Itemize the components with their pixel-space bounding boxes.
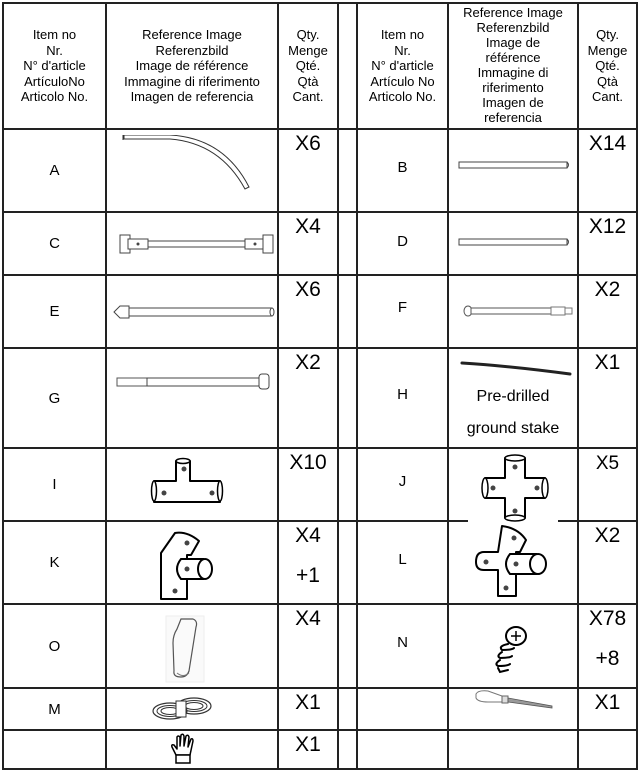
screwdriver-icon [474,688,556,712]
curved-pole-icon [120,135,255,195]
item-id: J [398,472,407,490]
item-id: H [397,385,408,403]
item-qty: X1 [295,733,321,756]
header-text: Menge [587,42,628,58]
item-id: D [397,232,408,250]
header-text: Artículo No [370,73,435,89]
ground-stake-caption: Pre-drilled [476,388,550,405]
item-qty: X2 [594,524,621,547]
cross-connector-icon [481,454,553,524]
item-id: K [49,554,60,571]
header-text: Qté. [595,58,620,74]
rope-coil-icon [150,695,214,723]
header-text: Referenzbild [155,42,229,58]
item-qty: X1 [594,351,621,374]
item-qty: X12 [588,215,627,238]
item-id: G [48,389,61,407]
header-text: Referenzbild [476,20,550,35]
double-angled-connector-icon [474,524,554,598]
header-qty-right [579,4,636,128]
item-qty: X4 [295,607,321,630]
screw-icon [494,624,530,674]
header-text: Image de référence [135,58,249,74]
header-item-no-right [358,4,447,128]
header-text: Qty. [596,27,619,43]
header-reference-image-right [449,2,577,128]
item-qty-extra: +8 [595,647,620,670]
header-text: Nr. [394,42,411,58]
pointed-stake-pole-icon [112,304,276,320]
header-reference-image [107,4,277,128]
header-qty [279,4,337,128]
header-text: Item no [380,27,425,43]
item-id: I [52,476,57,493]
straight-pole-icon [458,237,570,247]
straight-pole-icon [458,160,570,170]
header-text: référence [485,50,541,65]
item-qty: X1 [295,691,321,714]
header-text: Reference Image [142,27,242,43]
ground-stake-caption: ground stake [466,420,560,437]
item-id: A [49,162,60,179]
header-text: Reference Image [463,5,563,20]
header-text: Immagine di riferimento [124,73,260,89]
item-id: L [398,550,407,568]
header-text: N° d'article [371,58,434,74]
header-text: Qty. [296,27,320,43]
glove-icon [168,733,198,767]
item-id: M [48,700,61,718]
item-qty: X4 [295,215,321,238]
angled-connector-icon [157,529,217,601]
header-text: Articolo No. [20,89,89,105]
header-text: ArtículoNo [24,73,85,89]
ground-stake-icon [460,360,574,376]
short-pole-icon [462,304,576,318]
item-qty-extra: +1 [296,564,320,587]
t-connector-icon [148,457,228,513]
header-text: Image de [485,35,541,50]
header-item-no [4,4,105,128]
header-text: Qtà [597,73,618,89]
item-qty: X5 [595,453,620,474]
header-text: Articolo No. [368,89,437,105]
item-id: E [49,303,60,320]
pole-with-cap-icon [115,373,271,391]
header-text: referencia [484,110,542,125]
header-text: Imagen de referencia [130,89,254,105]
item-qty: X10 [289,451,327,474]
header-text: Qtà [297,73,319,89]
parts-table [2,2,638,770]
item-qty: X6 [295,132,321,155]
header-text: Item no [32,27,77,43]
item-qty: X2 [594,278,621,301]
header-text: Immagine di [477,65,549,80]
carabiner-icon [165,615,205,683]
item-qty: X1 [594,691,621,714]
header-text: Nr. [46,42,63,58]
header-text: Cant. [591,89,624,105]
header-text: riferimento [482,80,544,95]
item-qty: X6 [295,278,321,301]
item-id: C [49,235,60,252]
pole-with-clamps-icon [118,232,274,256]
item-qty: X14 [588,132,627,155]
header-text: Menge [288,42,328,58]
item-qty: X2 [295,351,321,374]
header-text: Imagen de [482,95,544,110]
item-id: B [397,159,408,176]
header-text: Qté. [295,58,321,74]
header-text: N° d'article [23,58,86,74]
item-id: F [397,298,408,316]
item-id: N [397,633,408,651]
item-qty: X78 [588,607,627,630]
item-qty: X4 [295,524,321,547]
header-text: Cant. [292,89,324,105]
item-id: O [48,637,61,655]
